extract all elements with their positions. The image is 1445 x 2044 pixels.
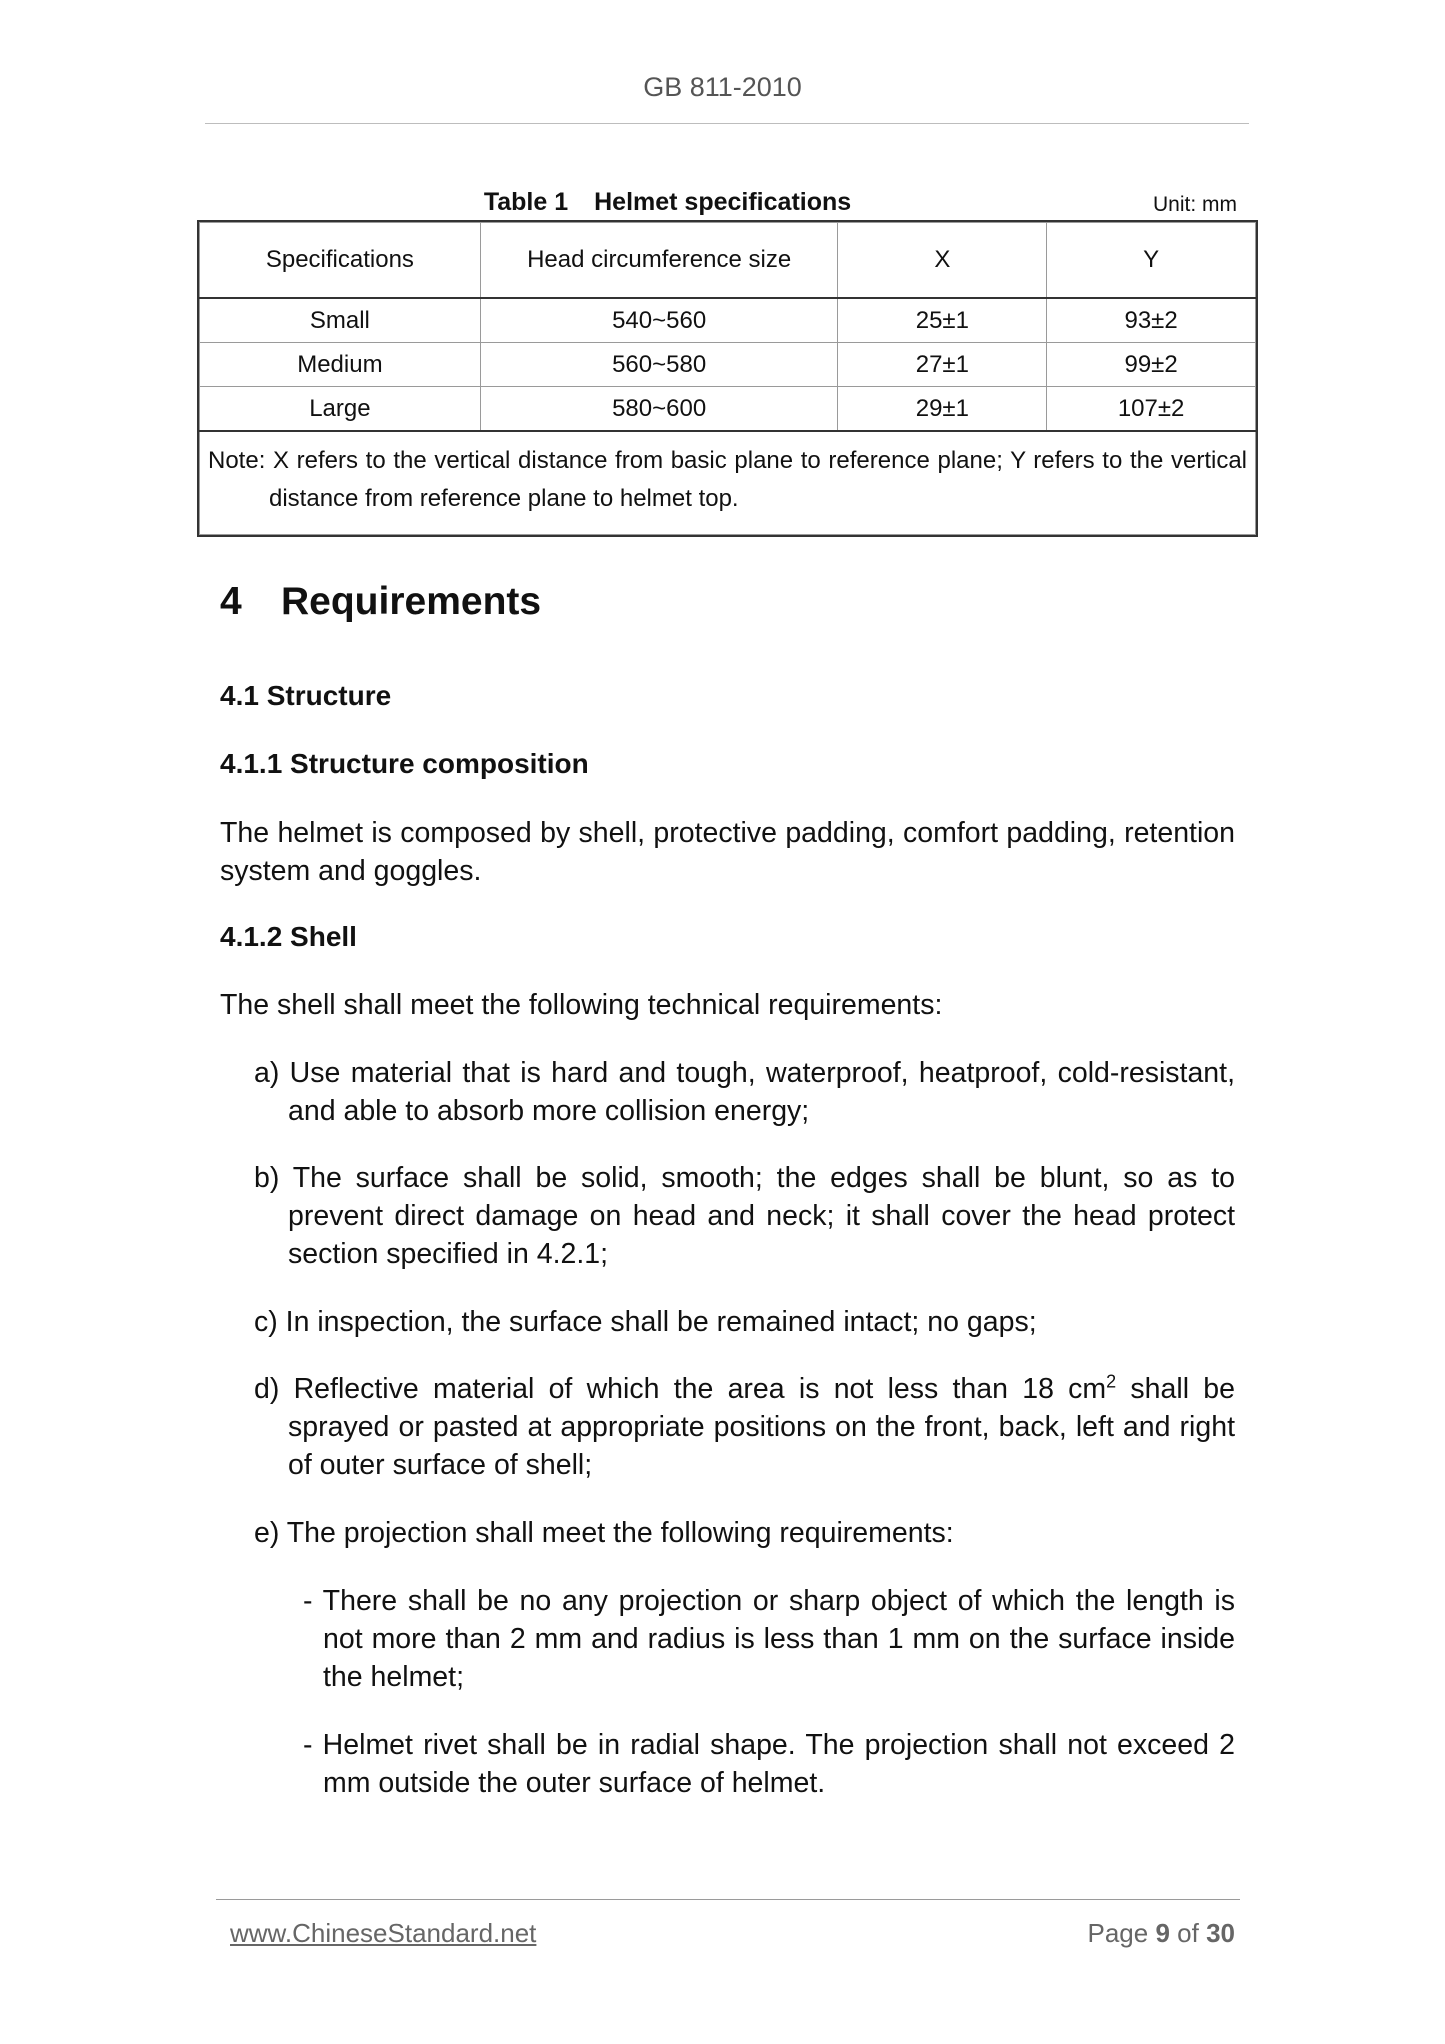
list-item-d-text-cont: shall be sprayed or pasted at appropriate positions on the front, back, left and right of outer surface of shell;: [288, 1373, 1235, 1481]
section-heading: [220, 580, 541, 624]
list-item-d-text: d) Reflective material of which the area is not less than 18 cm: [254, 1373, 1107, 1405]
list-item-c: c) In inspection, the surface shall be remained intact; no gaps;: [254, 1306, 1037, 1338]
subsection-heading-4-1-1: 4.1.1 Structure composition: [220, 748, 589, 779]
footer-divider: [216, 1899, 1240, 1900]
page-total: 30: [1206, 1918, 1235, 1948]
section-number: 4: [220, 580, 242, 623]
dash-list-item: - Helmet rivet shall be in radial shape. The projection shall not exceed 2 mm outside the outer surface of helmet.: [303, 1729, 1235, 1799]
table-cell: 99±2: [1047, 343, 1256, 387]
page-current: 9: [1155, 1918, 1170, 1948]
table-unit: Unit: mm: [1153, 193, 1237, 216]
table-cell: 29±1: [838, 387, 1047, 432]
table-caption: [0, 188, 1335, 217]
table-cell: 107±2: [1047, 387, 1256, 432]
table-cell: 25±1: [838, 298, 1047, 343]
table-note-cell: [200, 431, 1256, 535]
table-row: [200, 298, 1256, 343]
paragraph-composition: The helmet is composed by shell, protective padding, comfort padding, retention system and goggles.: [220, 817, 1235, 887]
table-note: Note: X refers to the vertical distance from basic plane to reference plane; Y refers to the vertical distance from reference plane to helmet top.: [208, 447, 1247, 512]
table-caption-title: Helmet specifications: [594, 188, 852, 216]
section-title: Requirements: [281, 580, 542, 623]
dash-list-item: - There shall be no any projection or sharp object of which the length is not more than 2 mm and radius is less than 1 mm on the surface inside the helmet;: [303, 1585, 1235, 1693]
table-cell: 27±1: [838, 343, 1047, 387]
table-row: [200, 387, 1256, 432]
column-header: X: [838, 223, 1047, 299]
document-header-title: GB 811-2010: [643, 72, 802, 102]
table-cell: Medium: [200, 343, 481, 387]
page-prefix: Page: [1087, 1918, 1149, 1948]
table-note-row: [200, 431, 1256, 535]
table-header-row: [200, 223, 1256, 299]
table-cell: 93±2: [1047, 298, 1256, 343]
helmet-spec-table: [199, 222, 1256, 535]
table-cell: 580~600: [480, 387, 838, 432]
superscript: 2: [1106, 1371, 1117, 1392]
table-cell: Small: [200, 298, 481, 343]
table-cell: 540~560: [480, 298, 838, 343]
paragraph-shell-intro: The shell shall meet the following technical requirements:: [220, 989, 943, 1021]
subsection-heading-4-1-2: 4.1.2 Shell: [220, 921, 357, 952]
column-header: Y: [1047, 223, 1256, 299]
page-number: [1087, 1918, 1235, 1949]
subsection-heading-4-1: 4.1 Structure: [220, 680, 392, 711]
page-of: of: [1177, 1918, 1199, 1948]
table-cell: Large: [200, 387, 481, 432]
header-divider: [205, 123, 1249, 124]
table-caption-number: Table 1: [483, 188, 569, 216]
column-header: Specifications: [200, 223, 481, 299]
table-cell: 560~580: [480, 343, 838, 387]
footer-website-link[interactable]: www.ChineseStandard.net: [230, 1918, 537, 1948]
table-row: [200, 343, 1256, 387]
list-item-a: a) Use material that is hard and tough, waterproof, heatproof, cold-resistant, and able to absorb more collision energy;: [254, 1057, 1235, 1127]
list-item-b: b) The surface shall be solid, smooth; the edges shall be blunt, so as to prevent direct damage on head and neck; it shall cover the head protect section specified in 4.2.1;: [254, 1162, 1235, 1270]
column-header: Head circumference size: [480, 223, 838, 299]
list-item-d: [254, 1370, 1235, 1484]
list-item-e: e) The projection shall meet the following requirements:: [254, 1517, 954, 1549]
